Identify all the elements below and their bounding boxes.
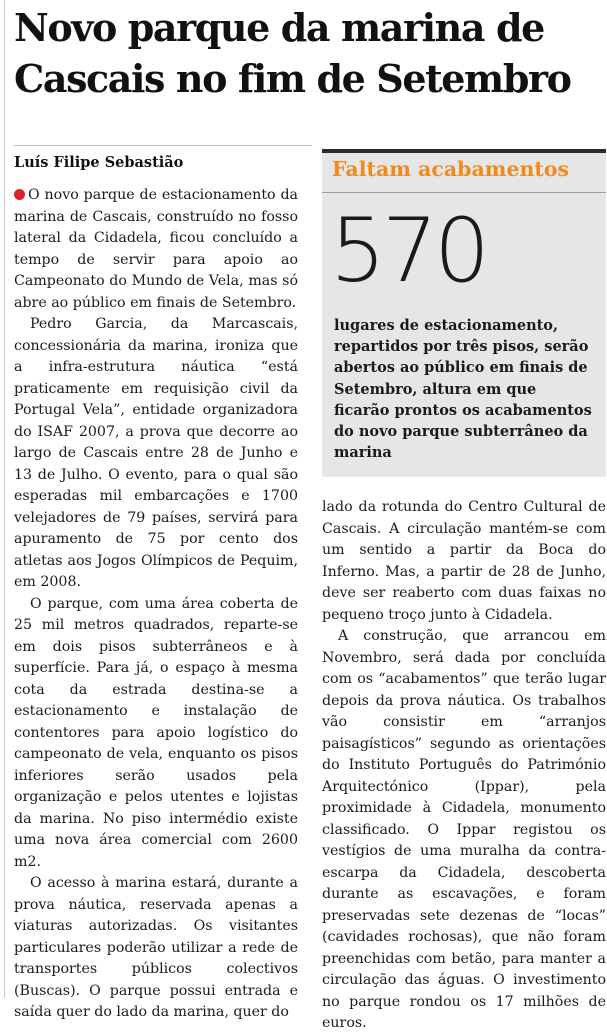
paragraph-2: Pedro Garcia, da Marcascais, concessionária da marina, ironiza que a infra-estrutura náutica “está praticamente em requisição civil da Portugal Vela”, entidade organizadora do ISAF 2007, a prova que decorre ao largo de Cascais entre 28 de Junho e 13 de Julho. O evento, para o qual são esperadas mil embarcações e 1700 velejadores de 79 países, servirá para apuramento de 75 por cento dos atletas aos Jogos Olímpicos de Pequim, em 2008. <box>14 316 298 590</box>
byline-rule <box>14 145 312 146</box>
byline: Luís Filipe Sebastião <box>14 154 184 171</box>
article-column-1 <box>14 185 298 1024</box>
paragraph-4-start: O acesso à marina estará, durante a prova náutica, reservada apenas a viaturas autorizadas. Os visitantes particulares poderão utilizar a rede de transportes públicos colectivos (Buscas). O parque possui entrada e saída quer do lado da marina, quer do <box>14 875 298 1020</box>
paragraph-1 <box>14 185 298 314</box>
factbox-text: lugares de estacionamento, repartidos por três pisos, serão abertos ao público em finais de Setembro, altura em que ficarão prontos os acabamentos do novo parque subterrâneo da marina <box>334 317 592 462</box>
paragraph-1-text: O novo parque de estacionamento da marina de Cascais, construído no fosso lateral da Cidadela, ficou concluído a tempo de servir para apoio ao Campeonato do Mundo de Vela, mas só abre ao público em finais de Setembro. <box>14 187 298 311</box>
factbox-divider <box>322 192 606 193</box>
factbox-heading: Faltam acabamentos <box>332 157 570 181</box>
paragraph-3: O parque, com uma área coberta de 25 mil metros quadrados, reparte-se em dois pisos subterrâneos e à superfície. Para já, o espaço à mesma cota da estrada destina-se a estacionamento e instalação de contentores para apoio logístico do campeonato de vela, enquanto os pisos inferiores serão usados pela organização e pelos utentes e lojistas da marina. No piso intermédio existe uma nova área comercial com 2600 m2. <box>14 595 298 870</box>
page-margin-rule <box>4 0 5 998</box>
headline <box>14 2 604 104</box>
headline-line-2: Cascais no fim de Setembro <box>14 56 571 101</box>
article-column-2 <box>322 497 606 1035</box>
paragraph-4-end: lado da rotunda do Centro Cultural de Cascais. A circulação mantém-se com um sentido a partir da Boca do Inferno. Mas, a partir de 28 de Junho, deve ser reaberto com duas faixas no pequeno troço junto à Cidadela. <box>322 499 606 623</box>
factbox <box>322 149 606 477</box>
factbox-number: 570 <box>330 199 486 302</box>
paragraph-5: A construção, que arrancou em Novembro, será dada por concluída com os “acabamentos” que terão lugar depois da prova náutica. Os trabalhos vão consistir em “arranjos paisagísticos” segundo as orientações do Instituto Português do Património Arquitectónico (Ippar), pela proximidade à Cidadela, monumento classificado. O Ippar registou os vestígios de uma muralha da contra-escarpa da Cidadela, descoberta durante as escavações, e foram preservadas sete dezenas de “locas” (cavidades rochosas), que não foram preenchidas com betão, para manter a circulação das águas. O investimento no parque rondou os 17 milhões de euros. <box>322 628 606 1031</box>
bullet-icon <box>14 189 25 200</box>
headline-line-1: Novo parque da marina de <box>14 5 544 50</box>
